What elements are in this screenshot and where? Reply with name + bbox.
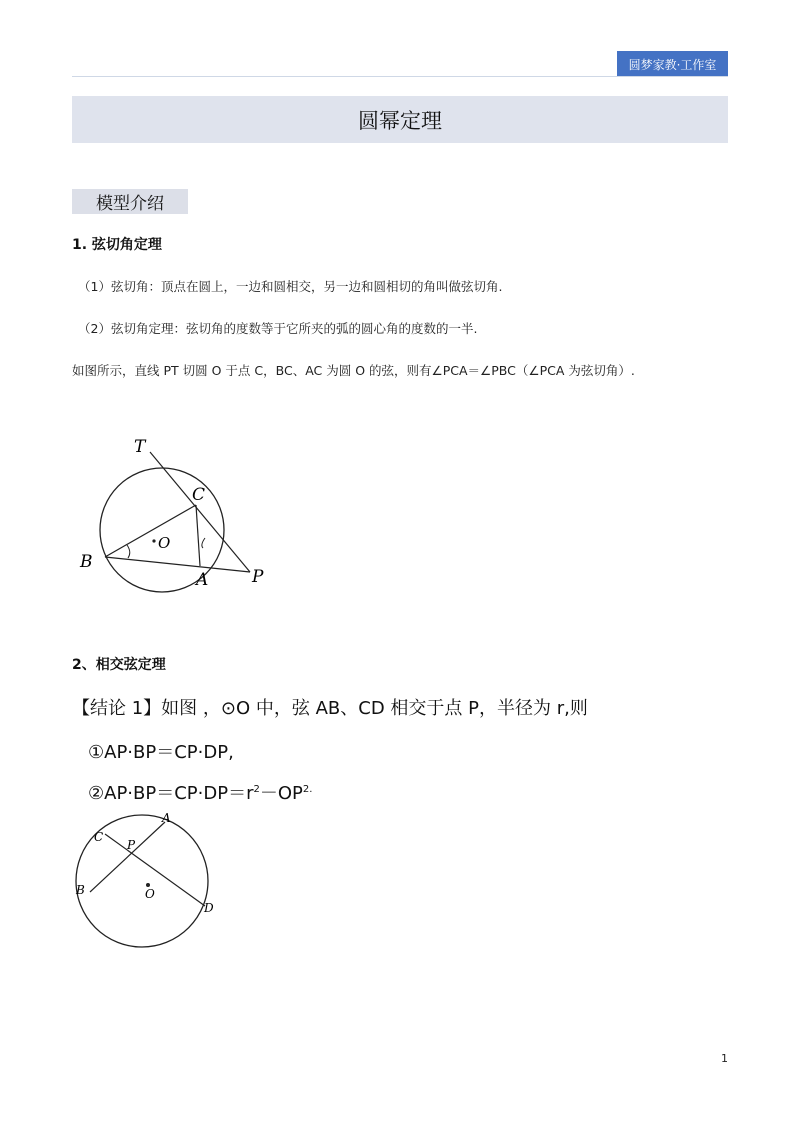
fig2-label-O: O: [145, 887, 155, 901]
formula-1: ①AP·BP＝CP·DP,: [88, 742, 234, 763]
section2-heading: 2、相交弦定理: [72, 657, 166, 673]
fig1-label-C: C: [192, 485, 206, 505]
fig2-label-B: B: [76, 883, 85, 897]
fig2-label-D: D: [204, 901, 214, 915]
page-number: 1: [721, 1052, 728, 1065]
section1-item1: （1）弦切角：顶点在圆上，一边和圆相交，另一边和圆相切的角叫做弦切角.: [78, 279, 503, 294]
section1-heading: 1. 弦切角定理: [72, 237, 162, 253]
section1-example: 如图所示，直线 PT 切圆 O 于点 C，BC、AC 为圆 O 的弦，则有∠PCA＝∠PBC（∠PCA 为弦切角）.: [72, 363, 635, 378]
fig2-label-P: P: [127, 838, 136, 852]
fig1-label-P: P: [252, 567, 264, 587]
fig1-label-B: B: [80, 552, 93, 572]
tangent-chord-figure: [72, 430, 292, 600]
section2-conclusion: 【结论 1】如图 ，⊙O 中，弦 AB、CD 相交于点 P，半径为 r,则: [72, 698, 588, 719]
fig1-label-O: O: [158, 534, 171, 552]
section1-item2: （2）弦切角定理：弦切角的度数等于它所夹的弧的圆心角的度数的一半.: [78, 321, 478, 336]
intersecting-chords-figure: [72, 812, 232, 952]
fig2-label-C: C: [94, 830, 104, 844]
studio-badge: 圆梦家教·工作室: [617, 51, 728, 77]
fig1-label-A: A: [196, 570, 209, 590]
fig1-label-T: T: [134, 437, 146, 457]
section-tab: 模型介绍: [72, 189, 188, 214]
header-divider: [72, 76, 728, 77]
page-title: 圆幂定理: [72, 96, 728, 143]
fig2-label-A: A: [162, 812, 171, 825]
formula-2: $②AP\cdot BP=CP\cdot DP=r^2-OP^{2.}$: [88, 783, 313, 804]
